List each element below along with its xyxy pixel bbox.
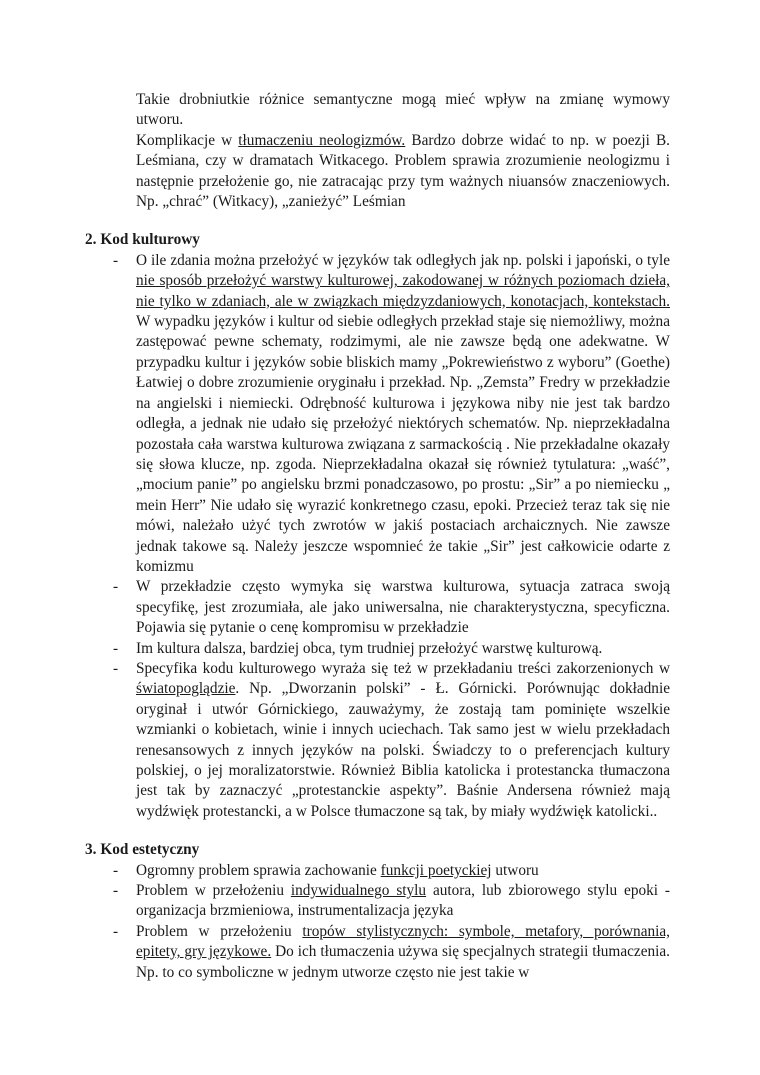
list-item-text (136, 577, 670, 638)
text-run: Problem w przełożeniu (136, 922, 303, 940)
underlined-term: nie sposób przełożyć warstwy kulturowej, zakodowanej w różnych poziomach dzieła, nie tylko w zdaniach, ale w związkach międzyzdaniowych, konotacjach, kontekstach. (136, 272, 670, 310)
text-run: Komplikacje w (136, 131, 239, 149)
section-kod-kulturowy-list (85, 251, 670, 822)
list-item (85, 639, 670, 659)
list-item-text (136, 881, 670, 922)
underlined-term: tłumaczeniu neologizmów. (238, 131, 406, 149)
bullet-dash: - (113, 639, 119, 657)
underlined-term: indywidualnego stylu (290, 882, 427, 900)
list-item-text (136, 251, 670, 578)
list-item (85, 922, 670, 983)
text-run: Ogromny problem sprawia zachowanie (136, 861, 381, 879)
text-run: Takie drobniutkie różnice semantyczne mogą mieć wpływ na zmianę wymowy utworu. (136, 91, 670, 129)
list-item (85, 861, 670, 881)
list-item (85, 659, 670, 822)
section-title: Kod kulturowy (100, 231, 200, 249)
section-title: Kod estetyczny (100, 841, 200, 859)
underlined-term: tropów stylistycznych: symbole, metafory, porównania, epitety, gry językowe. (136, 922, 671, 961)
text-run: W wypadku języków i kultur od siebie odległych przekład staje się niemożliwy, można zastępować pewne schematy, rodzimymi, ale nie zawsze będą one adekwatne. W przypadku kultur i języków sobie bliskich mamy „Pokrewieństwo z wyboru” (Goethe) Łatwiej o dobre zrozumienie oryginału i przekład. Np. „Zemsta” Fredry w przekładzie na angielski i niemiecki. Odrębność kulturowa i językowa niby nie jest tak bardzo odległa, a jednak nie udało się przełożyć niektórych schematów. Np. nieprzekładalna pozostała cała warstwa kulturowa związana z sarmackością . Nie przekładalne okazały się słowa klucze, np. zgoda. Nieprzekładalna okazał się również tytulatura: „waść”, „mocium panie” po angielsku brzmi ponadczasowo, po prostu: „Sir” a po niemiecku „ mein Herr” Nie udało się wyrazić konkretnego czasu, epoki. Przecież teraz tak się nie mówi, należało użyć tych zwrotów w jakiś postaciach archaicznych. Nie zawsze jednak takowe są. Należy jeszcze wspomnieć że takie „Sir” jest całkowicie odarte z komizmu (136, 313, 670, 575)
list-item-text (136, 922, 670, 983)
section-heading-kod-estetyczny (85, 840, 670, 860)
bullet-dash: - (113, 861, 119, 879)
list-item (85, 577, 670, 638)
text-run: W przekładzie często wymyka się warstwa kulturowa, sytuacja zatraca swoją specyfikę, jest zrozumiała, ale jako uniwersalna, nie charakterystyczna, specyficzna. Pojawia się pytanie o cenę kompromisu w przekładzie (136, 578, 670, 637)
list-item-text (136, 659, 670, 822)
underlined-term: funkcji poetyckiej (380, 861, 492, 879)
text-run: Problem w przełożeniu (136, 882, 291, 900)
text-run: Do ich tłumaczenia używa się specjalnych strategii tłumaczenia. Np. to co symboliczne w jednym utworze często nie jest takie w (136, 943, 670, 981)
text-run: O ile zdania można przełożyć w języków tak odległych jak np. polski i japoński, o tyle (136, 251, 670, 269)
bullet-dash: - (113, 922, 119, 940)
list-item (85, 251, 670, 578)
bullet-dash: - (113, 251, 119, 269)
section-number: 3. (85, 841, 97, 859)
list-item-text (136, 639, 670, 659)
text-run: autora, lub zbiorowego stylu epoki - organizacja brzmieniowa, instrumentalizacja języka (136, 882, 671, 920)
list-item (85, 881, 670, 922)
section-number: 2. (85, 231, 97, 249)
underlined-term: światopoglądzie (136, 680, 236, 698)
bullet-dash: - (113, 578, 119, 596)
text-run: Bardzo dobrze widać to np. w poezji B. Leśmiana, czy w dramatach Witkacego. Problem sprawia zrozumienie neologizmu i następnie przełożenie go, nie zatracając przy tym ważnych niuansów znaczeniowych. Np. „chrać” (Witkacy), „zanieżyć” Leśmian (136, 131, 670, 211)
section-kod-estetyczny-list (85, 861, 670, 983)
text-run: utworu (491, 861, 539, 879)
bullet-dash: - (113, 659, 119, 677)
intro-paragraph-2 (85, 131, 670, 213)
section-heading-kod-kulturowy (85, 230, 670, 250)
list-item-text (136, 861, 670, 881)
text-run: . Np. „Dworzanin polski” - Ł. Górnicki. Porównując dokładnie oryginał i utwór Górnickiego, zauważymy, że zostają tam pominięte wszelkie wzmianki o kobietach, winie i innych uciechach. Tak samo jest w wielu przekładach renesansowych z innych języków na polski. Świadczy to o preferencjach kultury polskiej, o jej moralizatorstwie. Również Biblia katolicka i protestancka tłumaczona jest tak by zaznaczyć „protestanckie aspekty”. Baśnie Andersena również mają wydźwięk protestancki, a w Polsce tłumaczone są tak, by miały wydźwięk katolicki.. (136, 680, 670, 820)
bullet-dash: - (113, 882, 119, 900)
intro-paragraph-1 (85, 90, 670, 131)
intro-block (85, 90, 670, 212)
text-run: Specyfika kodu kulturowego wyraża się też w przekładaniu treści zakorzenionych w (136, 659, 670, 677)
text-run: Im kultura dalsza, bardziej obca, tym trudniej przełożyć warstwę kulturową. (136, 639, 603, 657)
